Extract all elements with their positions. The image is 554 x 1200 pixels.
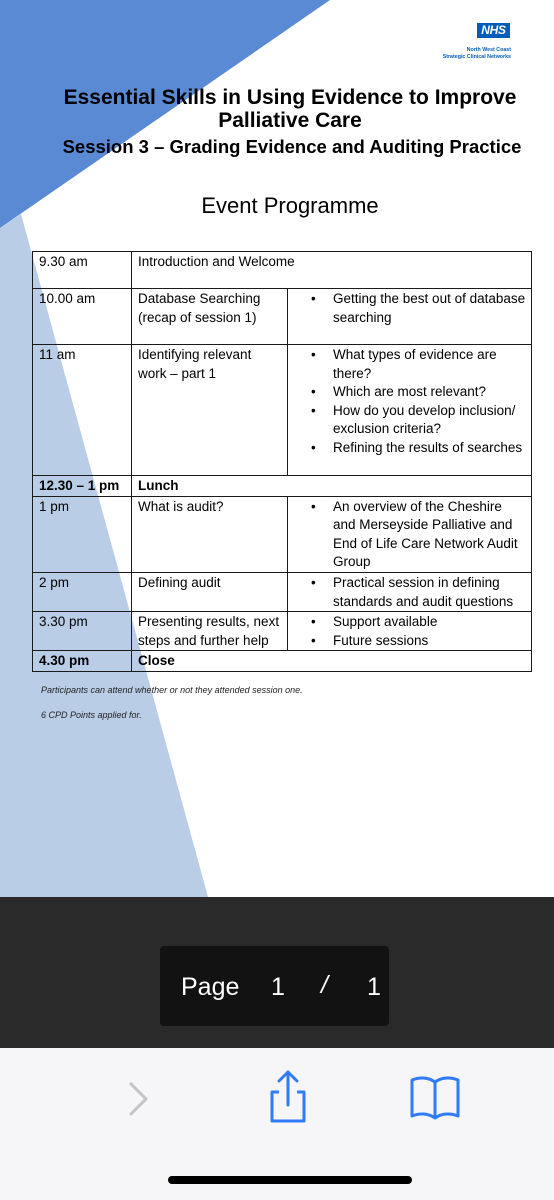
session-cell: Identifying relevant work – part 1 — [132, 345, 288, 476]
share-icon — [266, 1068, 310, 1124]
page-indicator — [160, 946, 389, 1026]
total-pages: 1 — [367, 973, 381, 1001]
home-indicator[interactable] — [168, 1176, 412, 1184]
list-item: • An overview of the Cheshire and Merseyside Palliative and End of Life Care Network Audit Group — [294, 498, 526, 572]
points-list — [294, 613, 526, 650]
time-cell: 11 am — [33, 345, 132, 476]
network-line: Strategic Clinical Networks — [442, 54, 511, 61]
title-line: Essential Skills in Using Evidence to Improve — [63, 86, 517, 109]
schedule-row — [33, 476, 532, 497]
points-list — [294, 498, 526, 572]
points-cell — [288, 289, 532, 345]
list-item: • What types of evidence are there? — [294, 346, 526, 383]
time-cell: 2 pm — [33, 572, 132, 611]
bookmarks-button[interactable] — [405, 1074, 465, 1120]
bottom-toolbar — [0, 1048, 554, 1200]
schedule-row — [33, 651, 532, 672]
schedule-row — [33, 289, 532, 345]
points-list — [294, 346, 526, 458]
list-item: • Practical session in defining standards and audit questions — [294, 574, 526, 611]
time-cell: 1 pm — [33, 496, 132, 572]
page-separator: / — [321, 971, 328, 999]
points-list — [294, 574, 526, 611]
points-cell — [288, 345, 532, 476]
list-item: • Which are most relevant? — [294, 383, 526, 402]
time-cell: 3.30 pm — [33, 612, 132, 651]
list-item: • How do you develop inclusion/ exclusion criteria? — [294, 402, 526, 439]
network-name — [410, 47, 511, 62]
points-list — [294, 290, 526, 327]
schedule-row — [33, 345, 532, 476]
schedule-table — [32, 251, 532, 672]
session-cell: Database Searching (recap of session 1) — [132, 289, 288, 345]
points-cell — [288, 496, 532, 572]
chevron-right-icon — [122, 1078, 152, 1120]
session-cell: Lunch — [132, 476, 532, 497]
session-subtitle: Session 3 – Grading Evidence and Auditing Practice — [62, 136, 522, 157]
points-cell — [288, 612, 532, 651]
list-item: • Support available — [294, 613, 526, 632]
list-item: • Getting the best out of database searching — [294, 290, 526, 327]
page-label: Page — [181, 973, 240, 1001]
session-cell: Defining audit — [132, 572, 288, 611]
title-line: Palliative Care — [218, 109, 362, 132]
schedule-row — [33, 572, 532, 611]
document-title — [0, 86, 554, 132]
time-cell: 12.30 – 1 pm — [33, 476, 132, 497]
schedule-row — [33, 252, 532, 289]
current-page: 1 — [271, 973, 285, 1001]
network-line: North West Coast — [466, 47, 511, 53]
list-item: • Future sessions — [294, 632, 526, 651]
list-item: • Refining the results of searches — [294, 439, 526, 458]
forward-button[interactable] — [122, 1078, 152, 1120]
session-cell: Close — [132, 651, 532, 672]
session-cell: Introduction and Welcome — [132, 252, 532, 289]
session-cell: What is audit? — [132, 496, 288, 572]
time-cell: 10.00 am — [33, 289, 132, 345]
schedule-row — [33, 612, 532, 651]
book-icon — [405, 1074, 465, 1120]
nhs-logo: NHS — [477, 23, 510, 38]
attendance-note: Participants can attend whether or not they attended session one. — [41, 685, 303, 695]
cpd-note: 6 CPD Points applied for. — [41, 710, 142, 720]
programme-heading: Event Programme — [201, 193, 379, 218]
schedule-row — [33, 496, 532, 572]
time-cell: 9.30 am — [33, 252, 132, 289]
session-cell: Presenting results, next steps and further help — [132, 612, 288, 651]
time-cell: 4.30 pm — [33, 651, 132, 672]
viewer-page-bar — [0, 897, 554, 1048]
points-cell — [288, 572, 532, 611]
share-button[interactable] — [266, 1068, 310, 1124]
